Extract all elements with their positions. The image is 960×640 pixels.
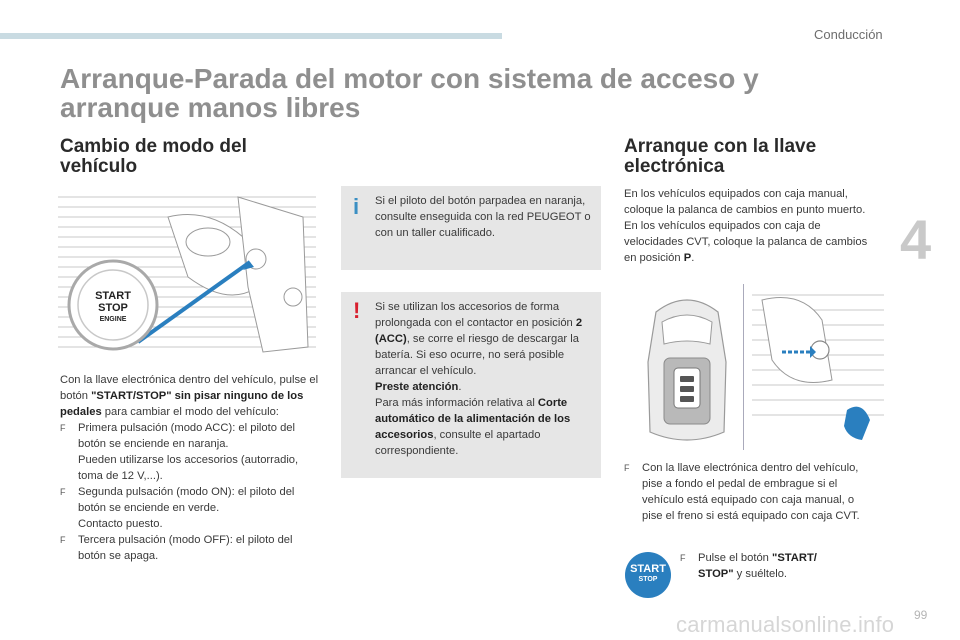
warning-text: , consulte el apartado correspondiente. [375, 429, 541, 457]
intro-text-2: para cambiar el modo del vehículo: [101, 406, 279, 418]
intro-text-bold: "START/STOP" sin pisar ninguno de los pedales [60, 390, 304, 418]
warning-bold: 2 (ACC) [375, 317, 583, 345]
info-icon: i [353, 194, 360, 219]
list-item [60, 532, 322, 564]
warning-text: , se corre el riesgo de descargar la batería. Si eso ocurre, no será posible arrancar el vehículo. [375, 333, 579, 377]
right-heading: Arranque con la llave electrónica [624, 136, 817, 177]
cvt-text-end: . [691, 252, 695, 264]
warning-text: . [458, 381, 462, 393]
info-box [341, 186, 601, 270]
list-item [680, 550, 850, 582]
bullet-text-bold: "START/ STOP" [698, 552, 817, 580]
left-body [60, 372, 322, 564]
bullet-icon: F [680, 553, 686, 563]
dashboard-illustration-svg [58, 187, 316, 359]
start-label-line2: STOP [98, 302, 128, 314]
watermark: carmanualsonline.info [676, 612, 895, 637]
warning-bold: Corte automático de la alimentación de los accesorios [375, 397, 571, 441]
bullet-text: Contacto puesto. [78, 518, 163, 530]
manual-gearbox-paragraph: En los vehículos equipados con caja manual, coloque la palanca de cambios en punto muerto. [624, 188, 866, 216]
warning-icon: ! [353, 298, 361, 323]
cvt-position: P [683, 252, 692, 264]
page-number: 99 [914, 608, 928, 622]
warning-paragraph-3 [375, 395, 593, 459]
bullet-text: Segunda pulsación (modo ON): el piloto del botón se enciende en verde. [78, 486, 295, 514]
warning-text: Para más información relativa al [375, 397, 538, 409]
bullet-text-pre: Pulse el botón [698, 552, 773, 564]
badge-line1: START [630, 563, 666, 575]
bullet-icon: F [60, 423, 66, 433]
intro-paragraph [60, 372, 322, 420]
car-top-view-illustration [636, 292, 738, 444]
bullet-icon: F [60, 535, 66, 545]
dash-illustration-svg [752, 280, 884, 448]
start-label-line1: START [95, 290, 131, 302]
bullet-text: Pueden utilizarse los accesorios (autorradio, toma de 12 V,...). [78, 454, 299, 482]
chapter-number: 4 [900, 208, 932, 271]
badge-line2: STOP [638, 576, 658, 583]
bullet-icon: F [60, 487, 66, 497]
warning-paragraph-1 [375, 299, 593, 379]
bullet-text-post: y suéltelo. [733, 568, 788, 580]
right-body [624, 186, 882, 266]
illustration-divider [743, 284, 744, 450]
bullet-text: Tercera pulsación (modo OFF): el piloto del botón se apaga. [78, 534, 293, 562]
cvt-paragraph [624, 218, 882, 266]
dashboard-pedal-illustration [752, 280, 884, 448]
list-item-continuation [60, 452, 322, 484]
list-item-continuation [60, 516, 322, 532]
start-stop-badge-icon [625, 552, 671, 598]
warning-box [341, 292, 601, 478]
list-item [60, 420, 322, 452]
list-item [60, 484, 322, 516]
page-title: Arranque-Parada del motor con sistema de acceso y arranque manos libres [60, 63, 759, 123]
warning-bold: Preste atención [375, 381, 459, 393]
section-label: Conducción [814, 27, 883, 42]
list-item [624, 460, 876, 524]
header-accent-bar [0, 33, 502, 39]
bullet-text: Con la llave electrónica dentro del vehículo, pise a fondo el pedal de embrague si el vehículo está equipado con caja manual, o pise el freno si está equipado con caja CVT. [642, 462, 860, 522]
left-heading: Cambio de modo del vehículo [60, 136, 247, 177]
bullet-text [698, 550, 850, 582]
dashboard-start-button-illustration [58, 187, 316, 359]
start-label-line3: ENGINE [99, 316, 127, 323]
bullet-icon: F [624, 463, 630, 473]
warning-paragraph-2 [375, 379, 593, 395]
car-illustration-svg [636, 292, 738, 444]
bullet-text: Primera pulsación (modo ACC): el piloto del botón se enciende en naranja. [78, 422, 296, 450]
intro-text-1: Con la llave electrónica dentro del vehículo, pulse el botón [60, 374, 319, 402]
info-text: Si el piloto del botón parpadea en naranja, consulte enseguida con la red PEUGEOT o con un taller cualificado. [375, 195, 591, 239]
warning-text: Si se utilizan los accesorios de forma prolongada con el contactor en posición [375, 301, 576, 329]
cvt-text: En los vehículos equipados con caja de velocidades CVT, coloque la palanca de cambios en posición [624, 220, 868, 264]
